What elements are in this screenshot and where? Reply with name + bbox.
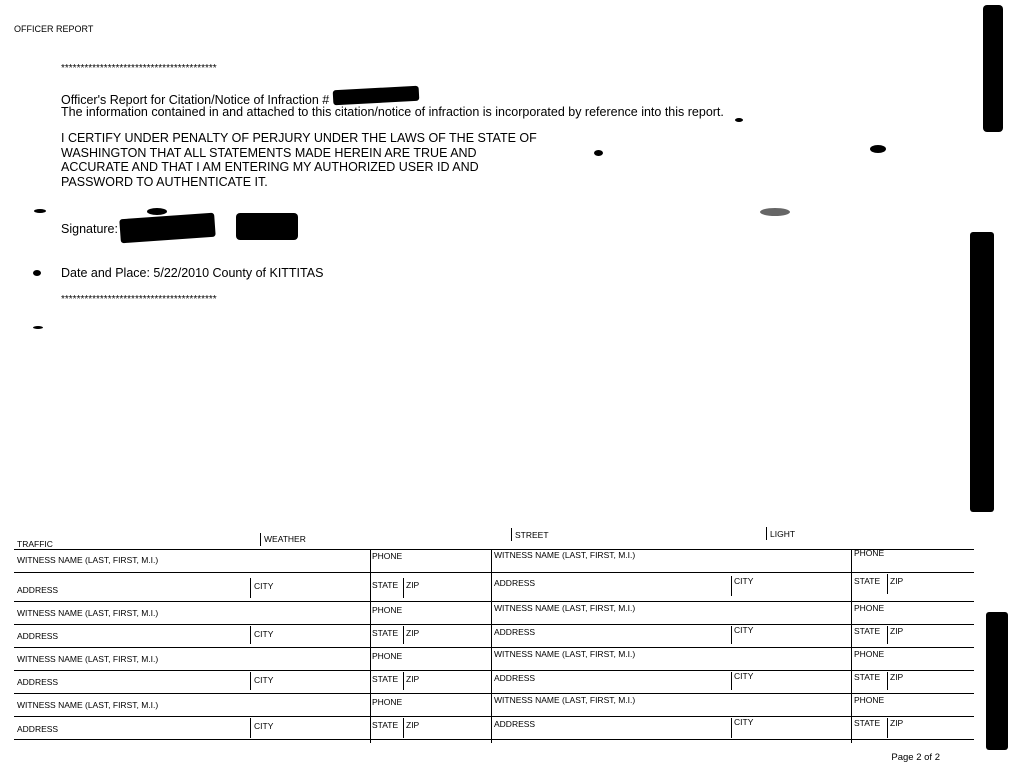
phone-label: PHONE bbox=[854, 603, 885, 613]
city-label: CITY bbox=[254, 721, 274, 731]
city-label: CITY bbox=[734, 671, 754, 681]
state-label: STATE bbox=[854, 672, 881, 682]
witness-name-label: WITNESS NAME (LAST, FIRST, M.I.) bbox=[494, 550, 636, 560]
zip-label: ZIP bbox=[406, 628, 420, 638]
scan-speck bbox=[594, 150, 603, 156]
city-label: CITY bbox=[254, 581, 274, 591]
scan-speck bbox=[870, 145, 886, 153]
scan-edge-mark-top bbox=[983, 5, 1003, 132]
citation-line: Officer's Report for Citation/Notice of Infraction # bbox=[61, 93, 330, 107]
date-place-line: Date and Place: 5/22/2010 County of KITTITAS bbox=[61, 266, 324, 280]
city-label: CITY bbox=[254, 629, 274, 639]
zip-label: ZIP bbox=[406, 720, 420, 730]
scan-speck bbox=[147, 208, 167, 215]
zip-label: ZIP bbox=[406, 674, 420, 684]
zip-label: ZIP bbox=[890, 626, 904, 636]
scan-speck bbox=[33, 270, 41, 276]
zip-label: ZIP bbox=[890, 672, 904, 682]
weather-label: WEATHER bbox=[264, 534, 306, 544]
street-label: STREET bbox=[515, 530, 549, 540]
address-label: ADDRESS bbox=[494, 627, 536, 637]
redaction-citation-number bbox=[333, 86, 420, 105]
info-line: The information contained in and attached to this citation/notice of infraction is incorporated by reference into this report. bbox=[61, 105, 724, 119]
redaction-signature bbox=[119, 213, 215, 244]
scan-speck bbox=[760, 208, 790, 216]
scan-speck bbox=[34, 209, 46, 213]
address-label: ADDRESS bbox=[494, 719, 536, 729]
zip-label: ZIP bbox=[890, 718, 904, 728]
address-label: ADDRESS bbox=[17, 631, 59, 641]
witness-name-label: WITNESS NAME (LAST, FIRST, M.I.) bbox=[494, 603, 636, 613]
page-number: Page 2 of 2 bbox=[891, 752, 940, 763]
address-label: ADDRESS bbox=[17, 585, 59, 595]
state-label: STATE bbox=[372, 674, 399, 684]
scan-speck bbox=[33, 326, 43, 329]
phone-label: PHONE bbox=[372, 551, 403, 561]
city-label: CITY bbox=[734, 625, 754, 635]
traffic-label: TRAFFIC bbox=[17, 539, 53, 549]
phone-label: PHONE bbox=[854, 695, 885, 705]
witness-name-label: WITNESS NAME (LAST, FIRST, M.I.) bbox=[17, 555, 159, 565]
address-label: ADDRESS bbox=[494, 673, 536, 683]
state-label: STATE bbox=[854, 576, 881, 586]
state-label: STATE bbox=[372, 628, 399, 638]
scan-edge-mark-bottom bbox=[986, 612, 1008, 750]
city-label: CITY bbox=[734, 576, 754, 586]
signature-label: Signature: bbox=[61, 222, 118, 236]
light-label: LIGHT bbox=[770, 529, 796, 539]
state-label: STATE bbox=[372, 580, 399, 590]
witness-name-label: WITNESS NAME (LAST, FIRST, M.I.) bbox=[17, 654, 159, 664]
phone-label: PHONE bbox=[372, 697, 403, 707]
address-label: ADDRESS bbox=[494, 578, 536, 588]
address-label: ADDRESS bbox=[17, 724, 59, 734]
certify-statement: I CERTIFY UNDER PENALTY OF PERJURY UNDER THE LAWS OF THE STATE OF WASHINGTON THAT ALL STATEMENTS MADE HEREIN ARE TRUE AND ACCURATE AND THAT I AM ENTERING MY AUTHORIZED USER ID AND PASSWORD TO AUTHENTICATE IT. bbox=[61, 131, 537, 189]
state-label: STATE bbox=[372, 720, 399, 730]
witness-name-label: WITNESS NAME (LAST, FIRST, M.I.) bbox=[494, 695, 636, 705]
city-label: CITY bbox=[254, 675, 274, 685]
state-label: STATE bbox=[854, 626, 881, 636]
separator-bottom: **************************************** bbox=[61, 294, 217, 305]
address-label: ADDRESS bbox=[17, 677, 59, 687]
witness-name-label: WITNESS NAME (LAST, FIRST, M.I.) bbox=[494, 649, 636, 659]
city-label: CITY bbox=[734, 717, 754, 727]
redaction-signature-id bbox=[236, 213, 298, 240]
phone-label: PHONE bbox=[854, 649, 885, 659]
separator-top: **************************************** bbox=[61, 63, 217, 74]
witness-name-label: WITNESS NAME (LAST, FIRST, M.I.) bbox=[17, 700, 159, 710]
zip-label: ZIP bbox=[890, 576, 904, 586]
phone-label: PHONE bbox=[372, 605, 403, 615]
zip-label: ZIP bbox=[406, 580, 420, 590]
state-label: STATE bbox=[854, 718, 881, 728]
witness-name-label: WITNESS NAME (LAST, FIRST, M.I.) bbox=[17, 608, 159, 618]
report-header-title: OFFICER REPORT bbox=[14, 24, 94, 34]
phone-label: PHONE bbox=[372, 651, 403, 661]
scan-speck bbox=[735, 118, 743, 122]
scan-edge-mark-middle bbox=[970, 232, 994, 512]
phone-label: PHONE bbox=[854, 548, 885, 558]
